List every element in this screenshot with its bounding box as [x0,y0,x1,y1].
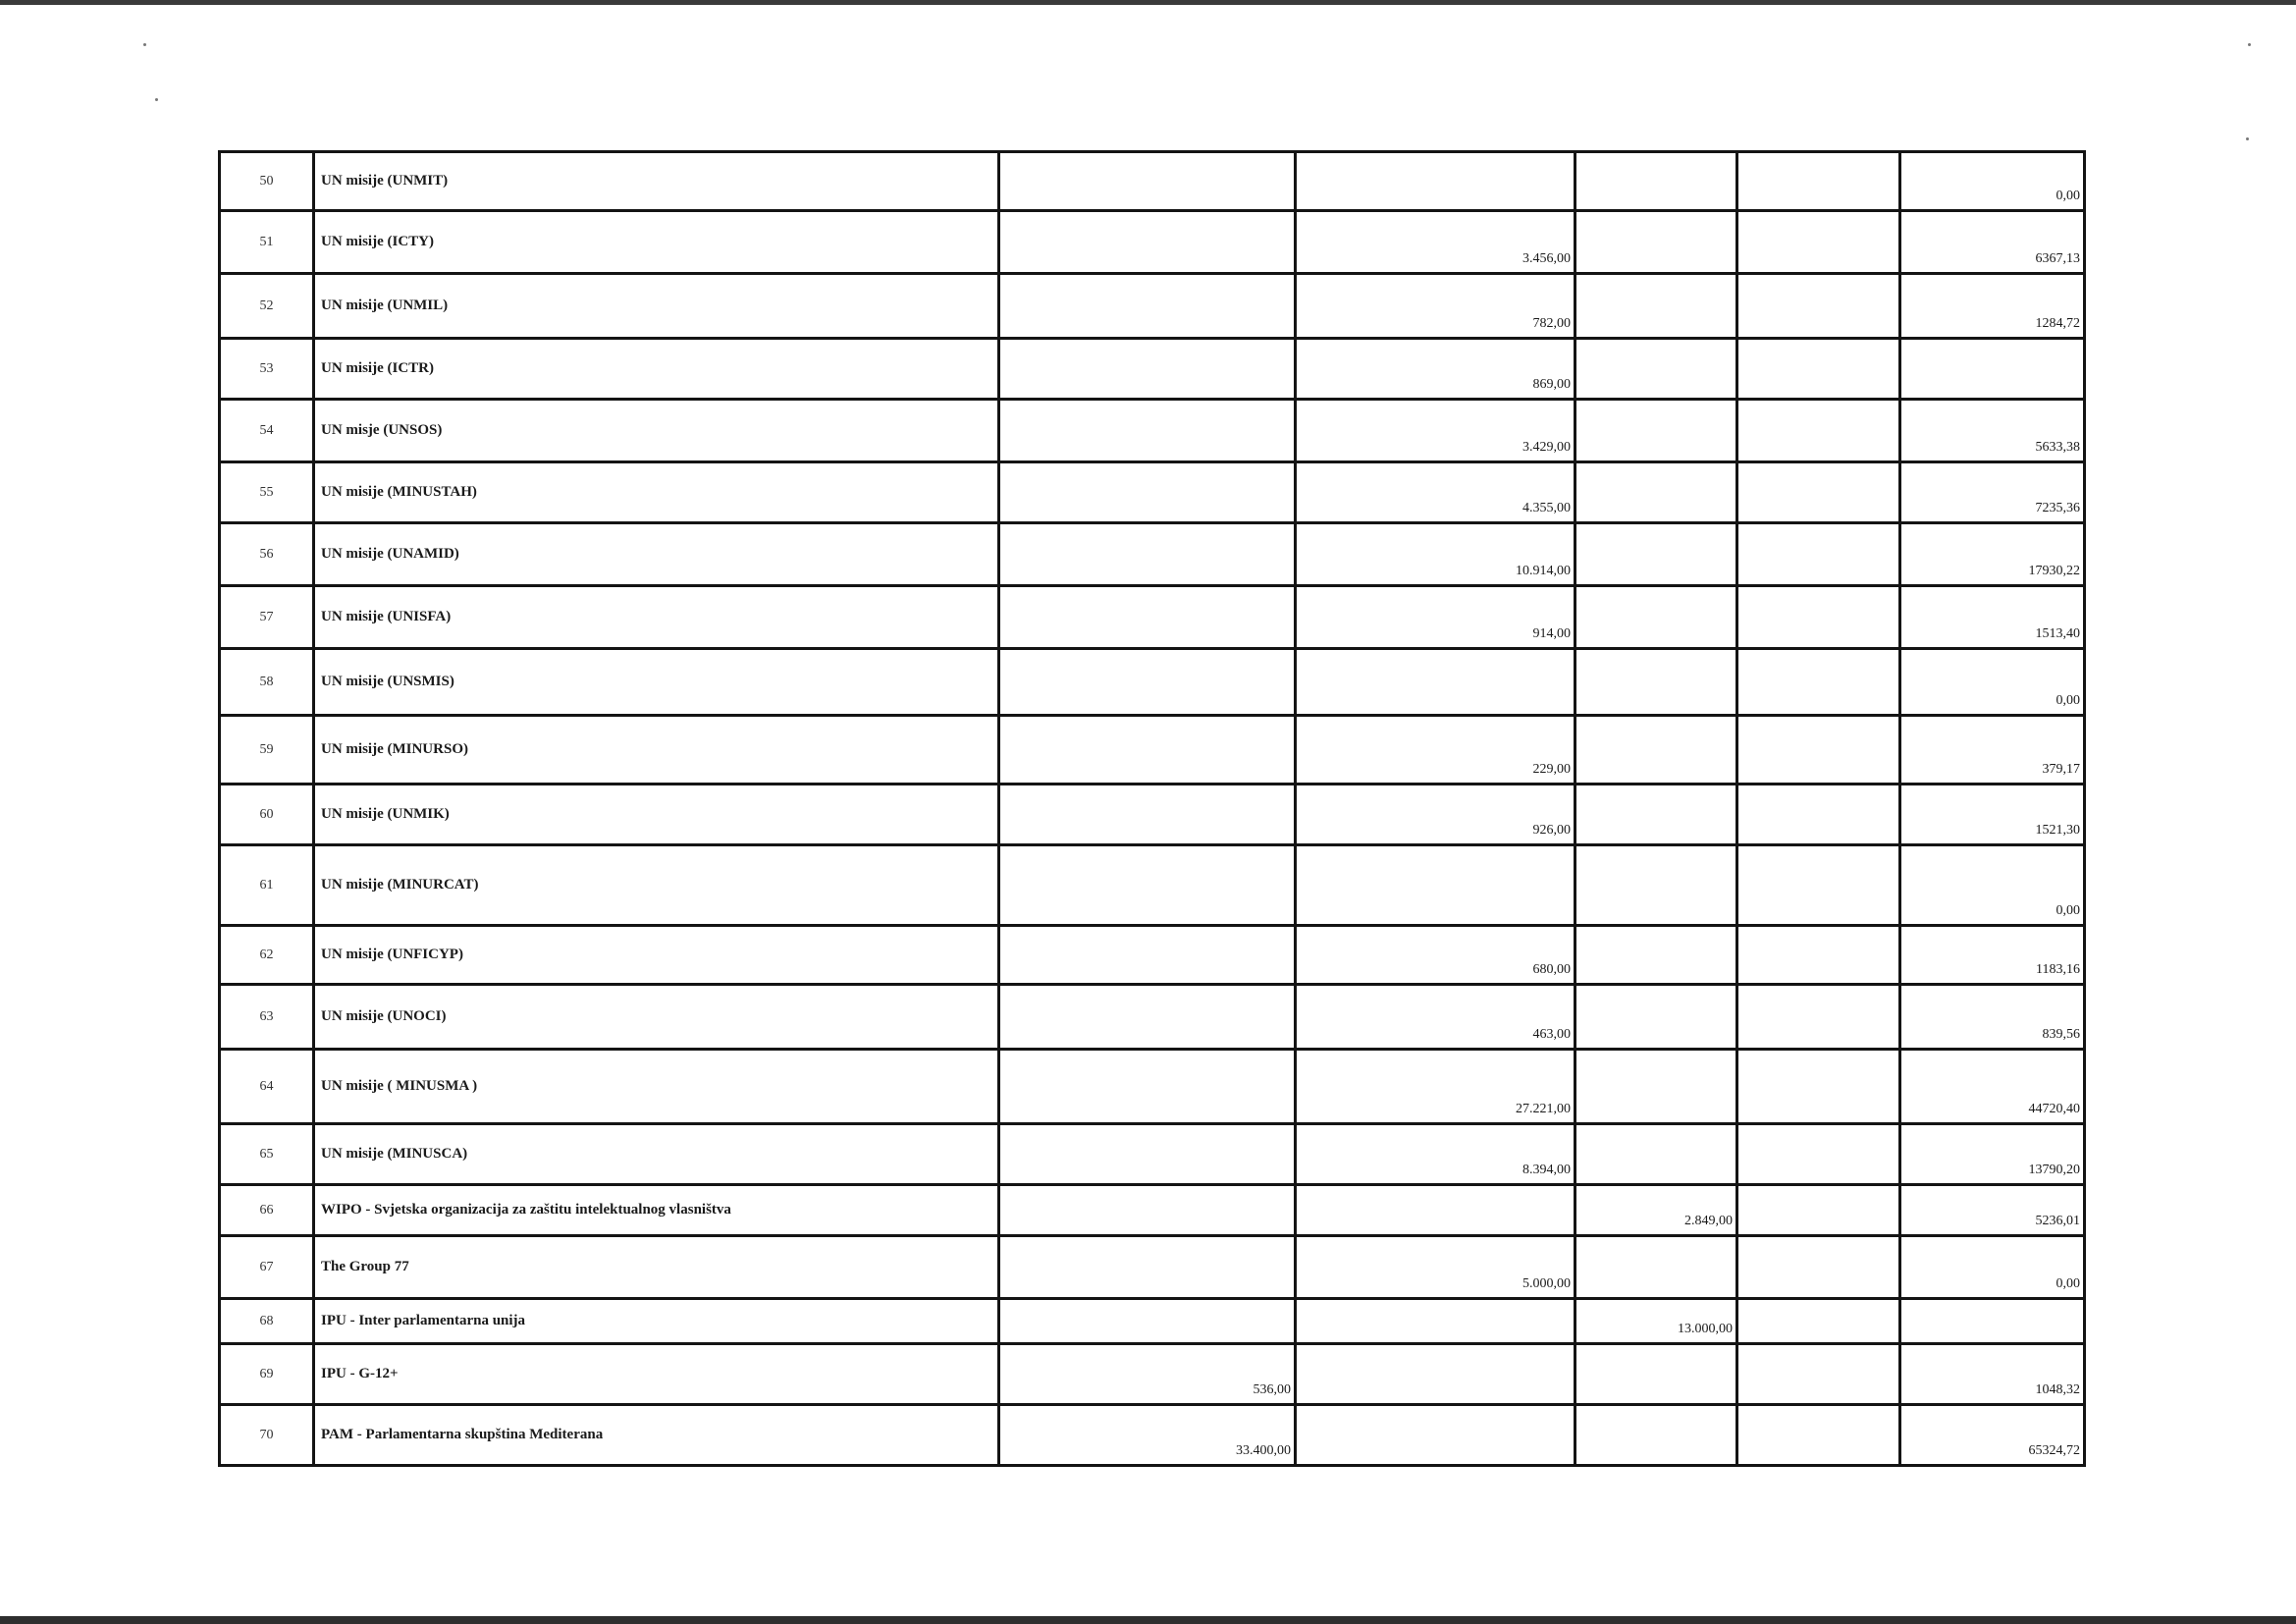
amount-col-2 [1296,1405,1575,1466]
table-row [220,1124,2085,1185]
amount-col-5: 13790,20 [1900,1124,2085,1185]
table-row [220,649,2085,716]
amount-col-3 [1575,785,1737,845]
amount-col-1 [999,716,1296,785]
organization-name: UN misije (UNOCI) [314,985,999,1050]
amount-col-5: 1048,32 [1900,1344,2085,1405]
amount-col-2: 680,00 [1296,926,1575,985]
amount-col-4 [1737,339,1900,400]
amount-col-2: 3.429,00 [1296,400,1575,462]
amount-col-1 [999,523,1296,586]
amount-col-5: 839,56 [1900,985,2085,1050]
amount-col-2 [1296,649,1575,716]
amount-col-4 [1737,586,1900,649]
table-row [220,1344,2085,1405]
amount-col-5: 44720,40 [1900,1050,2085,1124]
table-row [220,462,2085,523]
amount-col-3 [1575,462,1737,523]
organization-name: UN misje (UNSOS) [314,400,999,462]
organization-name: UN misije (MINURSO) [314,716,999,785]
amount-col-4 [1737,1050,1900,1124]
amount-col-3 [1575,523,1737,586]
amount-col-3 [1575,211,1737,274]
amount-col-1 [999,845,1296,926]
amount-col-1 [999,1050,1296,1124]
scan-edge-top [0,0,2296,5]
organization-name: UN misije (UNFICYP) [314,926,999,985]
table-row [220,274,2085,339]
row-number: 50 [220,152,314,211]
organization-name: UN misije (ICTR) [314,339,999,400]
amount-col-1 [999,1185,1296,1236]
amount-col-4 [1737,523,1900,586]
amount-col-4 [1737,211,1900,274]
row-number: 53 [220,339,314,400]
amount-col-4 [1737,1405,1900,1466]
amount-col-5: 0,00 [1900,845,2085,926]
amount-col-1 [999,152,1296,211]
row-number: 64 [220,1050,314,1124]
amount-col-2 [1296,152,1575,211]
amount-col-3 [1575,586,1737,649]
amount-col-1 [999,785,1296,845]
table-row [220,523,2085,586]
amount-col-4 [1737,1299,1900,1344]
row-number: 67 [220,1236,314,1299]
row-number: 69 [220,1344,314,1405]
amount-col-3: 13.000,00 [1575,1299,1737,1344]
amount-col-3 [1575,339,1737,400]
amount-col-5: 0,00 [1900,1236,2085,1299]
amount-col-1 [999,400,1296,462]
organization-name: UN misije (MINUSCA) [314,1124,999,1185]
amount-col-5: 6367,13 [1900,211,2085,274]
table-row [220,211,2085,274]
amount-col-5: 17930,22 [1900,523,2085,586]
amount-col-3 [1575,274,1737,339]
amount-col-1: 33.400,00 [999,1405,1296,1466]
amount-col-1 [999,926,1296,985]
row-number: 54 [220,400,314,462]
amount-col-2 [1296,1344,1575,1405]
amount-col-5: 1513,40 [1900,586,2085,649]
amount-col-3 [1575,1344,1737,1405]
amount-col-3 [1575,985,1737,1050]
organization-name: UN misije (UNMIL) [314,274,999,339]
organization-name: The Group 77 [314,1236,999,1299]
scan-edge-bottom [0,1616,2296,1624]
organization-name: IPU - Inter parlamentarna unija [314,1299,999,1344]
amount-col-3 [1575,649,1737,716]
amount-col-5: 0,00 [1900,152,2085,211]
amount-col-1 [999,339,1296,400]
amount-col-2: 27.221,00 [1296,1050,1575,1124]
table-row [220,400,2085,462]
organization-name: UN misije (UNMIT) [314,152,999,211]
amount-col-5: 65324,72 [1900,1405,2085,1466]
amount-col-3 [1575,1124,1737,1185]
amount-col-5: 5236,01 [1900,1185,2085,1236]
amount-col-1 [999,1236,1296,1299]
row-number: 66 [220,1185,314,1236]
amount-col-2: 10.914,00 [1296,523,1575,586]
table-row [220,716,2085,785]
amount-col-3 [1575,716,1737,785]
amount-col-4 [1737,649,1900,716]
amount-col-2: 463,00 [1296,985,1575,1050]
organization-name: PAM - Parlamentarna skupština Mediterana [314,1405,999,1466]
amount-col-5: 1284,72 [1900,274,2085,339]
row-number: 65 [220,1124,314,1185]
table-row [220,985,2085,1050]
table-row [220,845,2085,926]
scan-speck [155,98,158,101]
amount-col-3 [1575,845,1737,926]
row-number: 52 [220,274,314,339]
amount-col-4 [1737,716,1900,785]
amount-col-1 [999,985,1296,1050]
amount-col-3 [1575,1050,1737,1124]
organization-name: UN misije (UNAMID) [314,523,999,586]
organization-name: UN misije (UNISFA) [314,586,999,649]
amount-col-2 [1296,1299,1575,1344]
amount-col-4 [1737,845,1900,926]
table-row [220,339,2085,400]
amount-col-4 [1737,985,1900,1050]
amount-col-4 [1737,400,1900,462]
amount-col-4 [1737,785,1900,845]
amount-col-3: 2.849,00 [1575,1185,1737,1236]
amount-col-5: 7235,36 [1900,462,2085,523]
amount-col-2: 4.355,00 [1296,462,1575,523]
amount-col-5 [1900,1299,2085,1344]
table-row [220,785,2085,845]
amount-col-4 [1737,1344,1900,1405]
amount-col-4 [1737,1124,1900,1185]
amount-col-3 [1575,926,1737,985]
table-row [220,586,2085,649]
amount-col-4 [1737,274,1900,339]
amount-col-1: 536,00 [999,1344,1296,1405]
amount-col-4 [1737,1236,1900,1299]
amount-col-5: 379,17 [1900,716,2085,785]
row-number: 68 [220,1299,314,1344]
amount-col-1 [999,649,1296,716]
row-number: 63 [220,985,314,1050]
row-number: 57 [220,586,314,649]
amount-col-1 [999,211,1296,274]
organization-name: UN misije (MINURCAT) [314,845,999,926]
row-number: 70 [220,1405,314,1466]
row-number: 62 [220,926,314,985]
table-row [220,1050,2085,1124]
row-number: 55 [220,462,314,523]
organization-name: UN misije (MINUSTAH) [314,462,999,523]
organization-name: UN misije (UNSMIS) [314,649,999,716]
table-row [220,1405,2085,1466]
amount-col-3 [1575,1405,1737,1466]
amount-col-1 [999,274,1296,339]
row-number: 61 [220,845,314,926]
amount-col-5: 5633,38 [1900,400,2085,462]
amount-col-2: 3.456,00 [1296,211,1575,274]
amount-col-2: 869,00 [1296,339,1575,400]
table-row [220,926,2085,985]
amount-col-2: 926,00 [1296,785,1575,845]
organization-name: IPU - G-12+ [314,1344,999,1405]
table-row [220,152,2085,211]
amount-col-4 [1737,1185,1900,1236]
amount-col-5: 1521,30 [1900,785,2085,845]
amount-col-2: 229,00 [1296,716,1575,785]
amount-col-1 [999,586,1296,649]
amount-col-5: 0,00 [1900,649,2085,716]
amount-col-4 [1737,152,1900,211]
amount-col-4 [1737,926,1900,985]
amount-col-5 [1900,339,2085,400]
row-number: 58 [220,649,314,716]
table-row [220,1236,2085,1299]
amount-col-2: 8.394,00 [1296,1124,1575,1185]
amount-col-2: 5.000,00 [1296,1236,1575,1299]
organization-name: UN misije (ICTY) [314,211,999,274]
row-number: 56 [220,523,314,586]
row-number: 59 [220,716,314,785]
amount-col-2: 914,00 [1296,586,1575,649]
amount-col-2: 782,00 [1296,274,1575,339]
table-row [220,1185,2085,1236]
organization-name: UN misije (UNMIK) [314,785,999,845]
amount-col-2 [1296,845,1575,926]
row-number: 51 [220,211,314,274]
amount-col-1 [999,1299,1296,1344]
amount-col-1 [999,462,1296,523]
scan-speck [2248,43,2251,46]
scan-speck [2246,137,2249,140]
amount-col-3 [1575,1236,1737,1299]
organization-name: WIPO - Svjetska organizacija za zaštitu intelektualnog vlasništva [314,1185,999,1236]
scan-speck [143,43,146,46]
amount-col-5: 1183,16 [1900,926,2085,985]
amount-col-4 [1737,462,1900,523]
amount-col-3 [1575,152,1737,211]
amount-col-1 [999,1124,1296,1185]
amount-col-2 [1296,1185,1575,1236]
amount-col-3 [1575,400,1737,462]
contributions-table [218,150,2086,1467]
organization-name: UN misije ( MINUSMA ) [314,1050,999,1124]
table-row [220,1299,2085,1344]
row-number: 60 [220,785,314,845]
